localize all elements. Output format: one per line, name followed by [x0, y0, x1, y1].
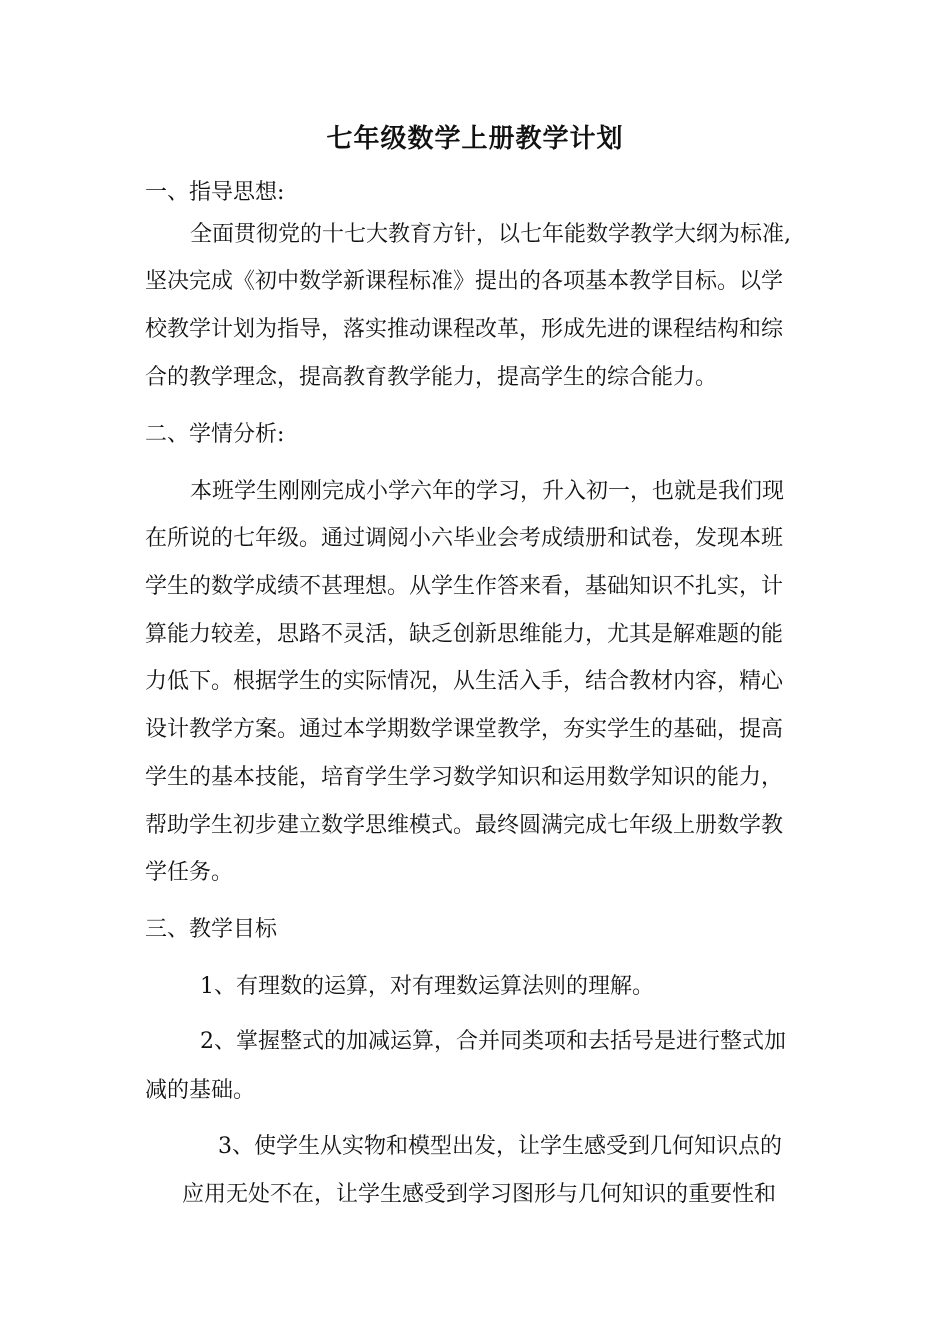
paragraph-line: 本班学生刚刚完成小学六年的学习，升入初一，也就是我们现 [190, 479, 785, 504]
section-heading-guiding-ideology: 一、指导思想: [145, 180, 285, 205]
section-heading-teaching-goals: 三、教学目标 [145, 917, 278, 942]
goal-item-1: 1、有理数的运算，对有理数运算法则的理解。 [200, 974, 654, 999]
paragraph-line: 校教学计划为指导，落实推动课程改革，形成先进的课程结构和综 [145, 317, 784, 342]
goal-item-2: 2、掌握整式的加减运算，合并同类项和去括号是进行整式加 [200, 1029, 786, 1054]
goal-item-3: 3、使学生从实物和模型出发，让学生感受到几何知识点的 [218, 1134, 782, 1159]
paragraph-line: 设计教学方案。通过本学期数学课堂教学，夯实学生的基础，提高 [145, 717, 784, 742]
paragraph-line: 学任务。 [145, 860, 234, 885]
paragraph-line: 帮助学生初步建立数学思维模式。最终圆满完成七年级上册数学教 [145, 813, 784, 838]
paragraph-line: 力低下。根据学生的实际情况，从生活入手，结合教材内容，精心 [145, 669, 784, 694]
paragraph-line: 学生的基本技能，培育学生学习数学知识和运用数学知识的能力， [145, 765, 784, 790]
paragraph-line: 合的教学理念，提高教育教学能力，提高学生的综合能力。 [145, 365, 718, 390]
paragraph-line: 在所说的七年级。通过调阅小六毕业会考成绩册和试卷，发现本班 [145, 526, 784, 551]
paragraph-line: 全面贯彻党的十七大教育方针，以七年能数学教学大纲为标准, [190, 222, 791, 247]
paragraph-line: 算能力较差，思路不灵活，缺乏创新思维能力，尤其是解难题的能 [145, 622, 784, 647]
paragraph-line: 坚决完成《初中数学新课程标准》提出的各项基本教学目标。以学 [145, 269, 784, 294]
goal-item-3-continuation: 应用无处不在，让学生感受到学习图形与几何知识的重要性和 [182, 1182, 777, 1207]
section-heading-student-analysis: 二、学情分析: [145, 422, 285, 447]
document-title: 七年级数学上册教学计划 [326, 124, 624, 154]
paragraph-line: 学生的数学成绩不甚理想。从学生作答来看，基础知识不扎实，计 [145, 574, 784, 599]
goal-item-2-continuation: 减的基础。 [145, 1078, 256, 1103]
